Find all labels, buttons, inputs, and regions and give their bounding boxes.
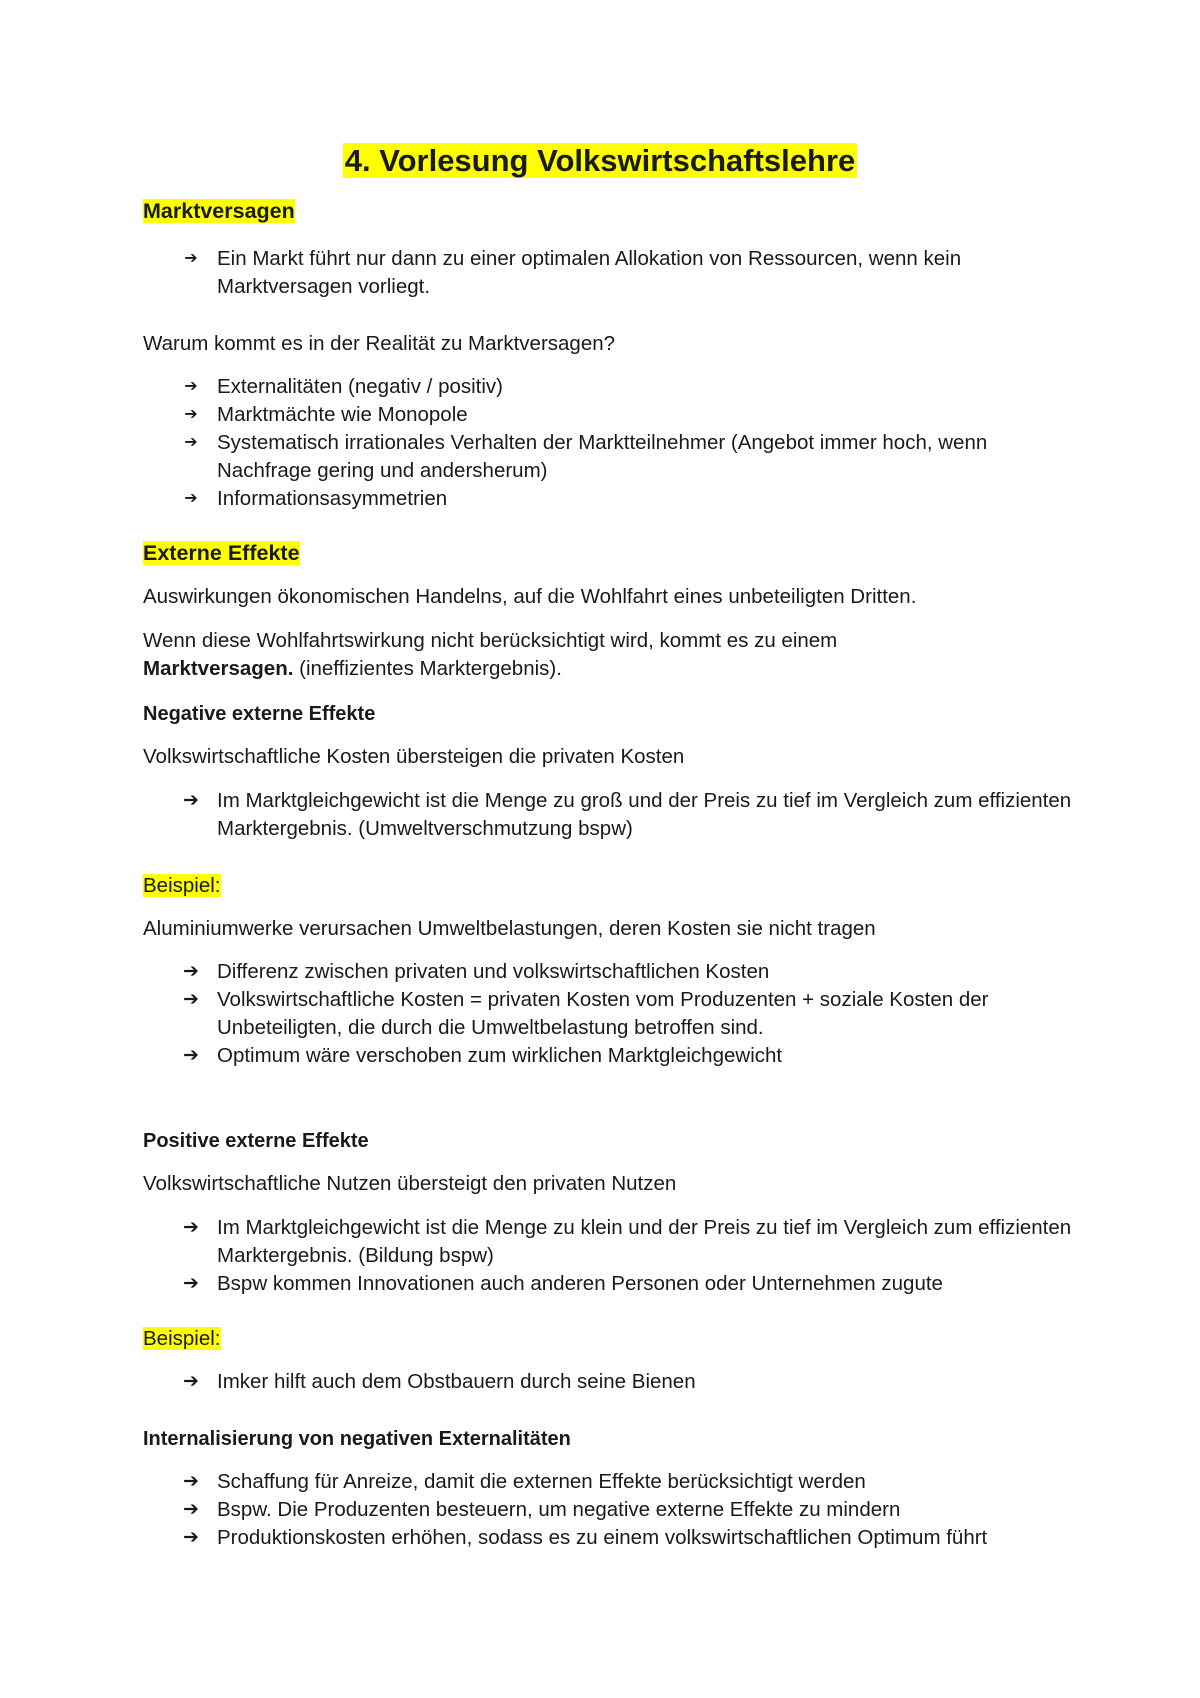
arrow-bullet-icon: ➔ (184, 250, 198, 267)
list-item: ➔ Schaffung für Anreize, damit die externen Effekte berücksichtigt werden (143, 1468, 1073, 1496)
list-item: ➔ Bspw. Die Produzenten besteuern, um negative externe Effekte zu mindern (143, 1496, 1073, 1524)
example-label: Beispiel: (143, 874, 221, 897)
heading-marktversagen: Marktversagen (143, 199, 295, 223)
heading-negative-effekte: Negative externe Effekte (143, 703, 376, 725)
paragraph-negative: Volkswirtschaftliche Kosten übersteigen die privaten Kosten (143, 745, 685, 768)
list-item: ➔ Ein Markt führt nur dann zu einer optimalen Allokation von Ressourcen, wenn kein Marktversagen vorliegt. (143, 245, 1073, 301)
heading-positive-effekte: Positive externe Effekte (143, 1130, 369, 1152)
list-item: ➔ Imker hilft auch dem Obstbauern durch seine Bienen (143, 1368, 1073, 1396)
list-item: ➔ Volkswirtschaftliche Kosten = privaten Kosten vom Produzenten + soziale Kosten der Unbeteiligten, die durch die Umweltbelastung betroffen sind. (143, 986, 1073, 1042)
paragraph-definition: Auswirkungen ökonomischen Handelns, auf die Wohlfahrt eines unbeteiligten Dritten. (143, 585, 917, 608)
example-label: Beispiel: (143, 1327, 221, 1350)
heading-externe-effekte: Externe Effekte (143, 541, 300, 565)
internalisierung-list (143, 1468, 1073, 1552)
arrow-bullet-icon: ➔ (183, 1499, 199, 1520)
list-item: ➔ Produktionskosten erhöhen, sodass es zu einem volkswirtschaftlichen Optimum führt (143, 1524, 1073, 1552)
paragraph-positive: Volkswirtschaftliche Nutzen übersteigt den privaten Nutzen (143, 1172, 677, 1195)
arrow-bullet-icon: ➔ (183, 1217, 199, 1238)
list-item: ➔ Optimum wäre verschoben zum wirklichen Marktgleichgewicht (143, 1042, 1073, 1070)
arrow-bullet-icon: ➔ (183, 989, 199, 1010)
arrow-bullet-icon: ➔ (184, 434, 198, 451)
reasons-list (143, 373, 1073, 513)
arrow-bullet-icon: ➔ (183, 1371, 199, 1392)
arrow-bullet-icon: ➔ (184, 378, 198, 395)
arrow-bullet-icon: ➔ (183, 1471, 199, 1492)
list-item: ➔ Marktmächte wie Monopole (143, 401, 1073, 429)
example-text: Aluminiumwerke verursachen Umweltbelastungen, deren Kosten sie nicht tragen (143, 917, 876, 940)
list-item: ➔ Systematisch irrationales Verhalten der Marktteilnehmer (Angebot immer hoch, wenn Nachfrage gering und andersherum) (143, 429, 1073, 485)
arrow-bullet-icon: ➔ (183, 1045, 199, 1066)
arrow-bullet-icon: ➔ (183, 961, 199, 982)
arrow-bullet-icon: ➔ (183, 790, 199, 811)
list-item: ➔ Bspw kommen Innovationen auch anderen Personen oder Unternehmen zugute (143, 1270, 1073, 1298)
positive-example-list (143, 1368, 1073, 1396)
heading-internalisierung: Internalisierung von negativen Externalitäten (143, 1428, 571, 1450)
list-item: ➔ Informationsasymmetrien (143, 485, 1073, 513)
marktversagen-definition-list (143, 245, 1073, 301)
arrow-bullet-icon: ➔ (183, 1273, 199, 1294)
arrow-bullet-icon: ➔ (184, 406, 198, 423)
arrow-bullet-icon: ➔ (183, 1527, 199, 1548)
paragraph-marktversagen: Wenn diese Wohlfahrtswirkung nicht berücksichtigt wird, kommt es zu einem Marktversagen. (ineffizientes Marktergebnis). (143, 629, 838, 680)
positive-effects-list (143, 1214, 1073, 1298)
arrow-bullet-icon: ➔ (184, 490, 198, 507)
list-item: ➔ Im Marktgleichgewicht ist die Menge zu klein und der Preis zu tief im Vergleich zum effizienten Marktergebnis. (Bildung bspw) (143, 1214, 1073, 1270)
question-text: Warum kommt es in der Realität zu Marktversagen? (143, 332, 616, 355)
list-item: ➔ Im Marktgleichgewicht ist die Menge zu groß und der Preis zu tief im Vergleich zum effizienten Marktergebnis. (Umweltverschmutzung bspw) (143, 787, 1073, 843)
negative-effects-list (143, 787, 1073, 843)
negative-example-list (143, 958, 1073, 1070)
list-item: ➔ Differenz zwischen privaten und volkswirtschaftlichen Kosten (143, 958, 1073, 986)
list-item: ➔ Externalitäten (negativ / positiv) (143, 373, 1073, 401)
page-title: 4. Vorlesung Volkswirtschaftslehre (344, 143, 856, 178)
